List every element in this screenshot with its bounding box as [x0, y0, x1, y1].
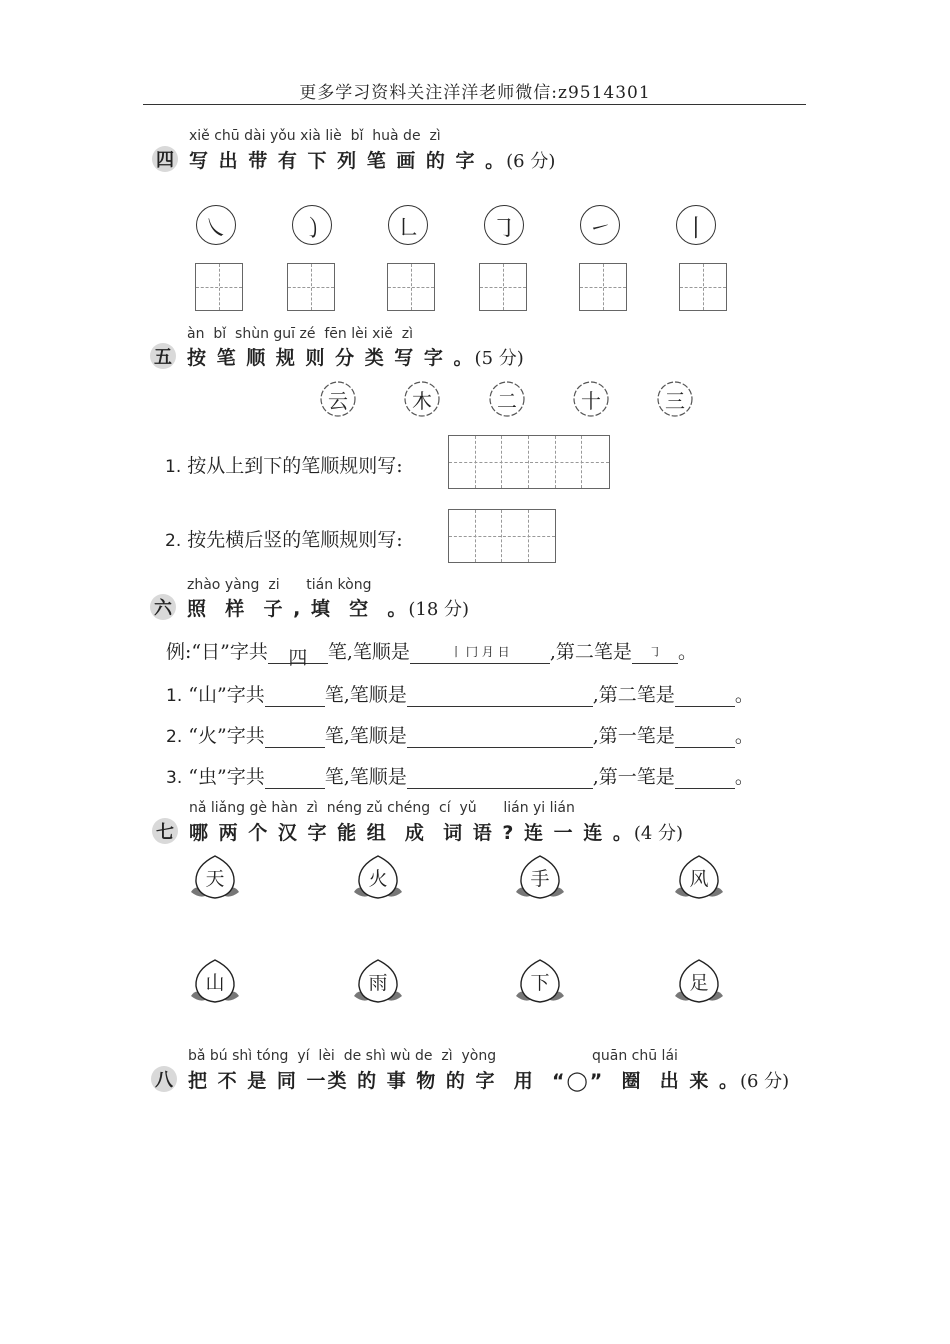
q6-item-1: [166, 680, 754, 707]
q5-item-1-text: 按从上到下的笔顺规则写:: [187, 455, 403, 477]
q5-item-1: [165, 451, 403, 478]
example-mid: 笔,笔顺是: [327, 641, 410, 663]
q6-item-1-stroke-blank[interactable]: [675, 686, 735, 707]
q4-pinyin: xiě chū dài yǒu xià liè bǐ huà de zì: [189, 128, 441, 144]
writing-box-4[interactable]: [479, 263, 527, 311]
header-divider: [143, 104, 806, 105]
stroke-circle-5: [580, 205, 620, 245]
stroke-1: ㇏: [204, 213, 228, 242]
q5-pinyin: àn bǐ shùn guī zé fēn lèi xiě zì: [187, 326, 413, 342]
q6-item-3-num: 3.: [166, 768, 183, 788]
example-second-label: ,第二笔是: [549, 641, 632, 663]
char-2: 木: [412, 388, 432, 413]
peach-bottom-3[interactable]: [512, 956, 568, 1008]
q6-item-2: [166, 721, 754, 748]
q8-title: [188, 1066, 789, 1093]
q6-item-2-count-blank[interactable]: [265, 727, 325, 748]
q7-pinyin: nǎ liǎng gè hàn zì néng zǔ chéng cí yǔ lián yi lián: [189, 800, 575, 816]
q6-item-3-end: 。: [734, 766, 754, 788]
q6-title-text: 照 样 子 , 填 空 。: [187, 598, 409, 620]
stroke-4: ㇆: [492, 213, 516, 242]
header-note: 更多学习资料关注洋洋老师微信:z9514301: [299, 83, 651, 103]
q4-number: 四: [152, 146, 178, 172]
peach-bottom-3-char: 下: [530, 972, 550, 994]
q6-item-1-count-blank[interactable]: [265, 686, 325, 707]
char-flower-4: [571, 379, 611, 419]
stroke-5: ㇀: [588, 213, 612, 242]
writing-box-6[interactable]: [679, 263, 727, 311]
q6-item-1-num: 1.: [166, 686, 183, 706]
q6-title: [187, 594, 469, 621]
q6-item-1-label: ,第二笔是: [592, 684, 675, 706]
stroke-6: 丨: [684, 213, 708, 242]
example-order: 丨 冂 月 日: [410, 643, 550, 664]
q6-item-2-end: 。: [734, 725, 754, 747]
peach-bottom-4-char: 足: [689, 972, 709, 994]
char-flower-5: [655, 379, 695, 419]
stroke-circle-1: [196, 205, 236, 245]
stroke-circle-4: [484, 205, 524, 245]
q6-item-1-text: “山”字共: [188, 684, 265, 706]
q5-title: [187, 343, 524, 370]
peach-top-4-char: 风: [689, 868, 709, 890]
q6-item-3-label: ,第一笔是: [592, 766, 675, 788]
peach-top-4[interactable]: [671, 852, 727, 904]
q7-title-text: 哪 两 个 汉 字 能 组 成 词 语 ? 连 一 连 。: [189, 822, 634, 844]
stroke-circle-2: [292, 205, 332, 245]
q8-number: 八: [151, 1066, 177, 1092]
q7-title: [189, 818, 683, 845]
char-5: 三: [665, 388, 685, 413]
q6-number: 六: [150, 594, 176, 620]
example-prefix: 例:“日”字共: [166, 641, 268, 663]
peach-bottom-2[interactable]: [350, 956, 406, 1008]
char-flower-1: [318, 379, 358, 419]
stroke-circle-3: [388, 205, 428, 245]
q5-item-2-text: 按先横后竖的笔顺规则写:: [187, 529, 403, 551]
q5-item-1-num: 1.: [165, 457, 182, 477]
q5-grid-2[interactable]: [448, 509, 556, 563]
q5-item-2-num: 2.: [165, 531, 182, 551]
stroke-circle-6: [676, 205, 716, 245]
q8-pinyin: bǎ bú shì tóng yí lèi de shì wù de zì yòng: [188, 1048, 497, 1064]
stroke-3: ㇗: [396, 213, 420, 242]
q6-item-3-stroke-blank[interactable]: [675, 768, 735, 789]
q8-pinyin-2: quān chū lái: [592, 1048, 678, 1064]
q6-item-3-order-blank[interactable]: [407, 768, 593, 789]
q5-score: (5 分): [474, 348, 524, 369]
peach-bottom-1[interactable]: [187, 956, 243, 1008]
peach-top-3[interactable]: [512, 852, 568, 904]
q6-item-2-mid: 笔,笔顺是: [324, 725, 407, 747]
q6-item-2-num: 2.: [166, 727, 183, 747]
q6-item-2-text: “火”字共: [188, 725, 265, 747]
q8-title-text: 把 不 是 同 一类 的 事 物 的 字 用: [188, 1070, 535, 1092]
q6-item-3-count-blank[interactable]: [265, 768, 325, 789]
peach-top-2[interactable]: [350, 852, 406, 904]
char-3: 二: [497, 388, 517, 413]
peach-bottom-2-char: 雨: [368, 972, 388, 994]
q6-item-1-end: 。: [734, 684, 754, 706]
q4-title-text: 写 出 带 有 下 列 笔 画 的 字 。: [189, 150, 507, 172]
q6-item-2-label: ,第一笔是: [592, 725, 675, 747]
peach-top-2-char: 火: [368, 868, 388, 890]
q4-title: [189, 146, 555, 173]
char-1: 云: [328, 388, 348, 413]
q6-item-2-order-blank[interactable]: [407, 727, 593, 748]
q6-score: (18 分): [408, 599, 470, 620]
writing-box-1[interactable]: [195, 263, 243, 311]
q5-grid-1[interactable]: [448, 435, 610, 489]
peach-top-1-char: 天: [205, 868, 225, 890]
q5-title-text: 按 笔 顺 规 则 分 类 写 字 。: [187, 347, 475, 369]
writing-box-2[interactable]: [287, 263, 335, 311]
writing-box-3[interactable]: [387, 263, 435, 311]
q7-score: (4 分): [633, 823, 684, 844]
peach-bottom-1-char: 山: [205, 972, 225, 994]
q6-example: [166, 637, 697, 669]
q6-item-2-stroke-blank[interactable]: [675, 727, 735, 748]
q8-circle-quote: “◯”: [552, 1070, 605, 1092]
q8-score: (6 分): [739, 1071, 790, 1092]
example-end: 。: [677, 641, 697, 663]
q6-item-1-mid: 笔,笔顺是: [324, 684, 407, 706]
q6-item-1-order-blank[interactable]: [407, 686, 593, 707]
q4-score: (6 分): [506, 151, 556, 172]
peach-bottom-4[interactable]: [671, 956, 727, 1008]
stroke-2: ㇁: [300, 213, 324, 242]
q8-title-text-2: 圈 出 来 。: [621, 1070, 740, 1092]
example-second: ㇆: [632, 643, 678, 664]
char-flower-2: [402, 379, 442, 419]
q5-number: 五: [150, 343, 176, 369]
q6-pinyin: zhào yàng zi tián kòng: [187, 577, 372, 593]
writing-box-5[interactable]: [579, 263, 627, 311]
q6-item-3-mid: 笔,笔顺是: [324, 766, 407, 788]
example-count: 四: [268, 643, 328, 664]
char-4: 十: [581, 388, 601, 413]
peach-top-3-char: 手: [530, 868, 550, 890]
q5-item-2: [165, 525, 403, 552]
peach-top-1[interactable]: [187, 852, 243, 904]
q6-item-3: [166, 762, 754, 789]
char-flower-3: [487, 379, 527, 419]
q7-number: 七: [152, 818, 178, 844]
q6-item-3-text: “虫”字共: [188, 766, 265, 788]
